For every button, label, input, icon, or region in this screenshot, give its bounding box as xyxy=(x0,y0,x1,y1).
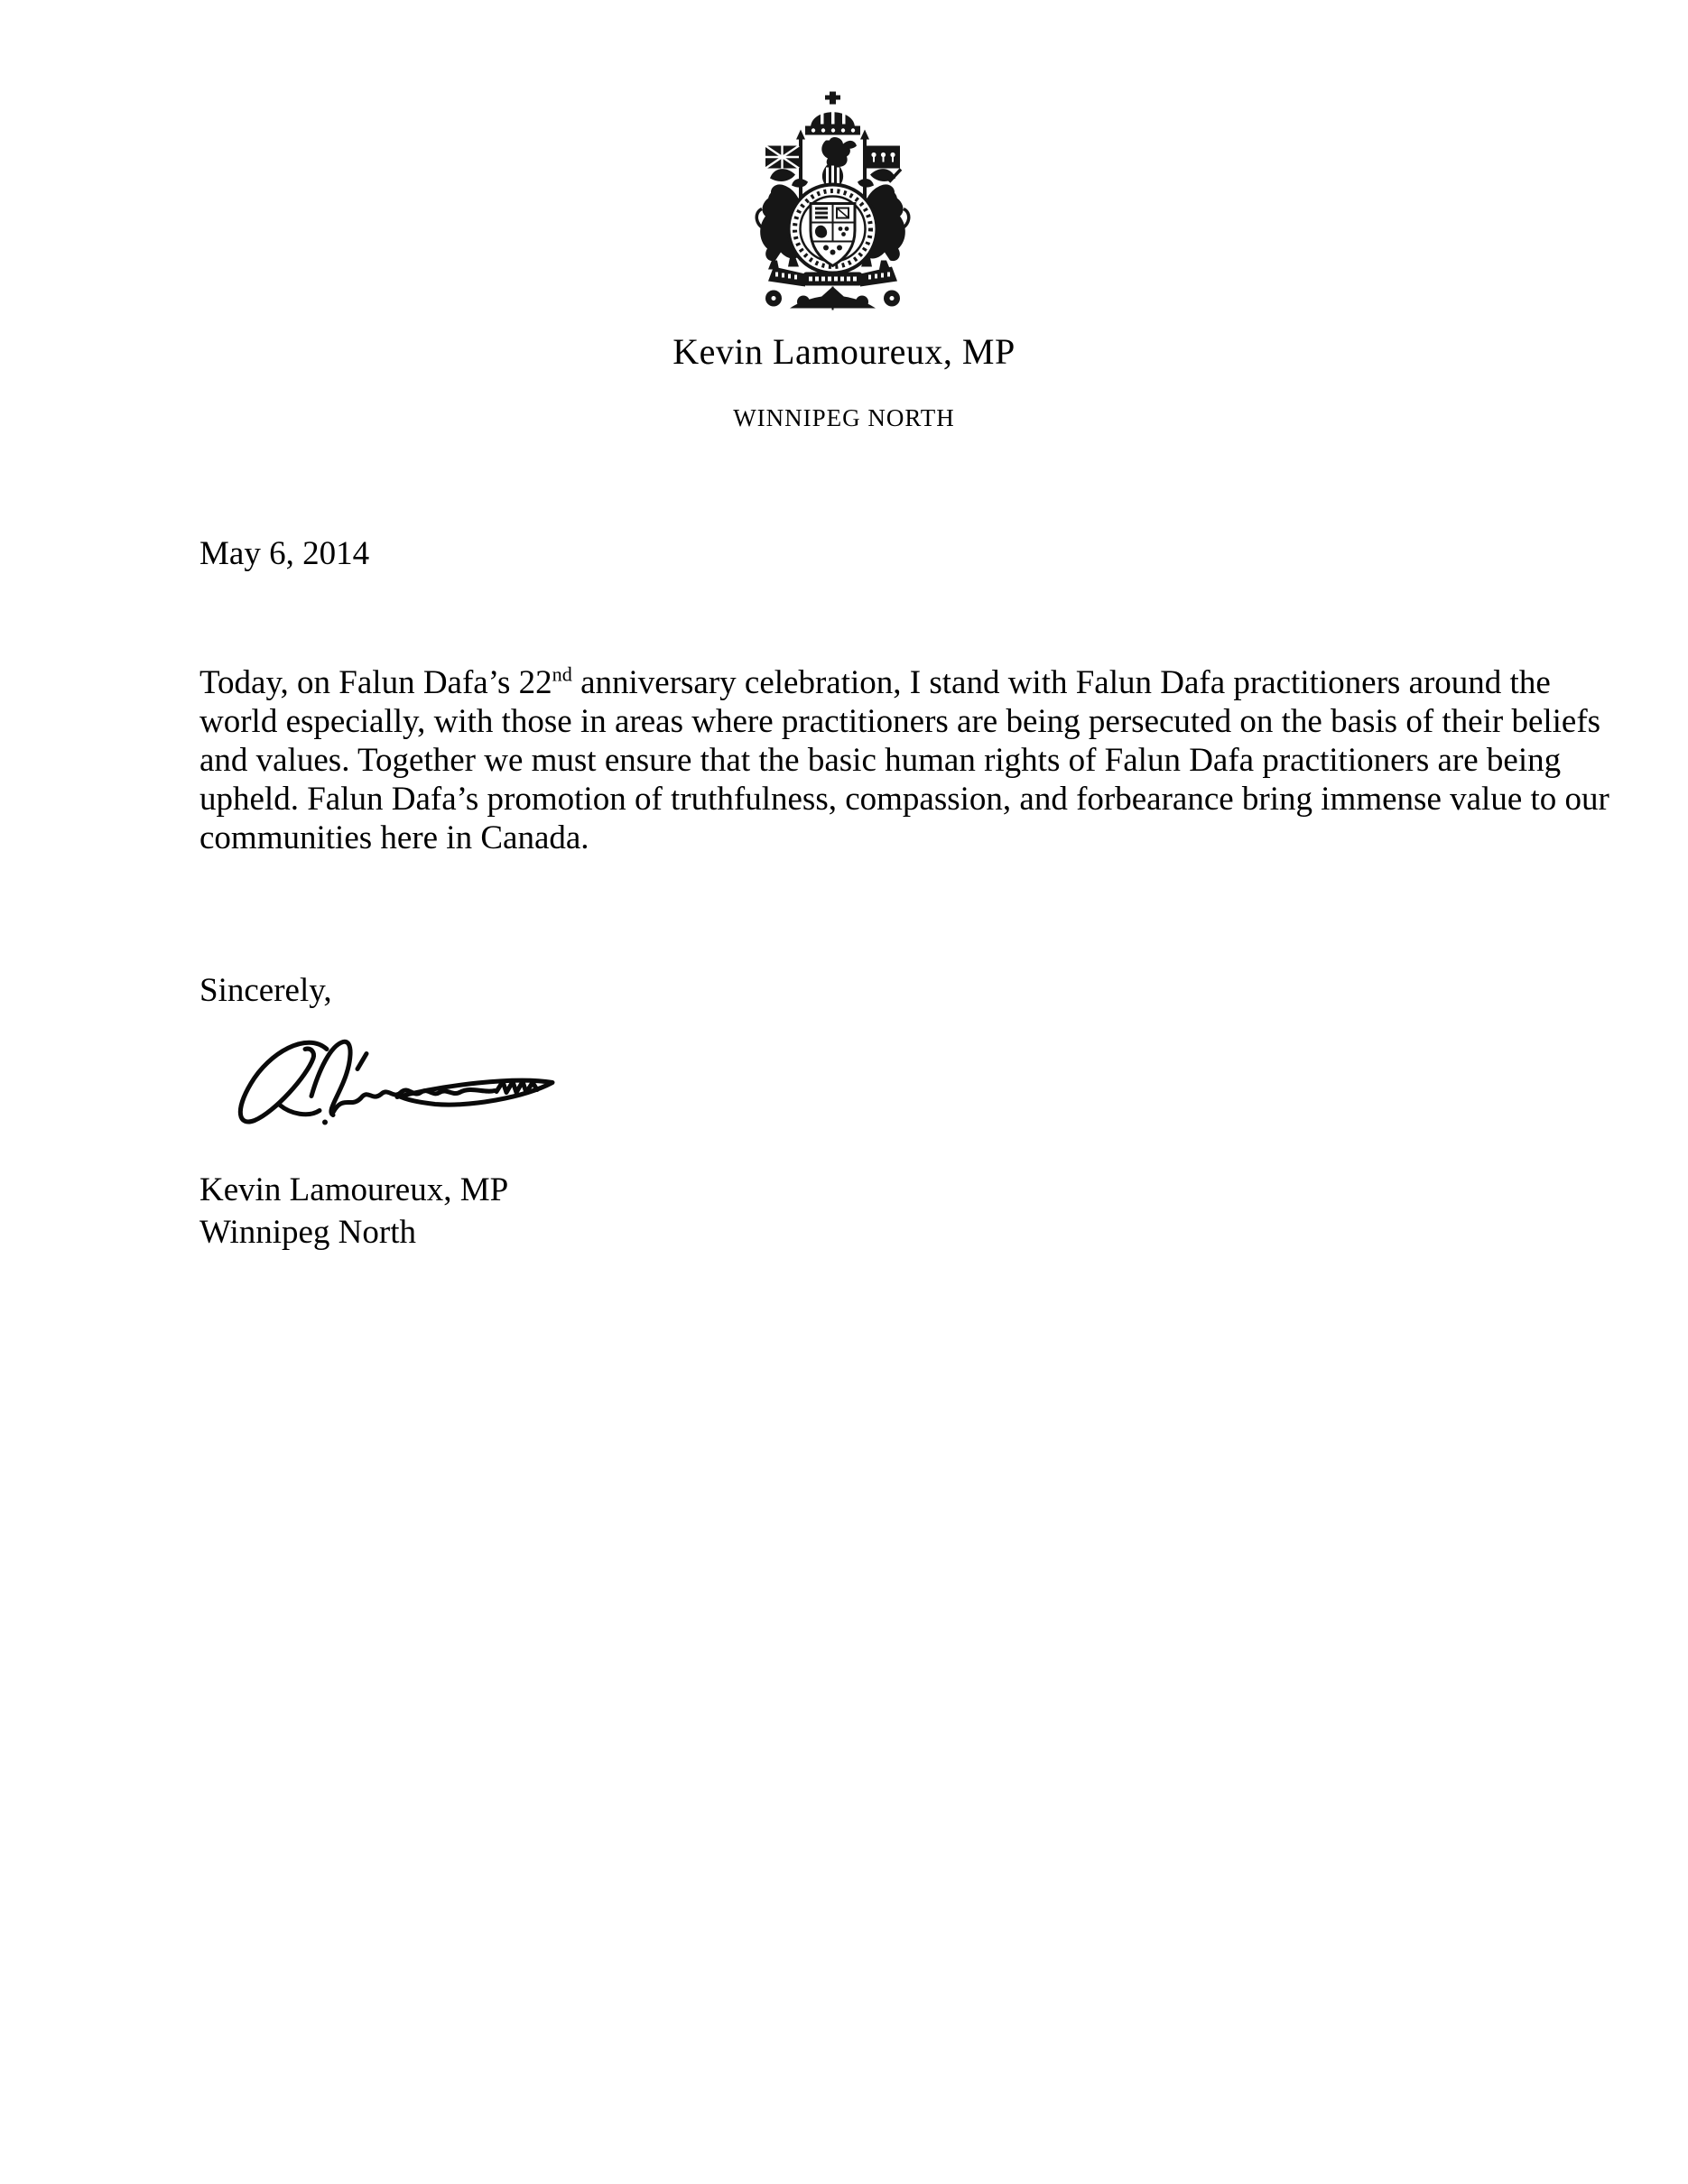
letter-date: May 6, 2014 xyxy=(199,535,370,572)
letter-body xyxy=(199,663,1609,857)
closing-riding: Winnipeg North xyxy=(199,1214,416,1251)
coat-of-arms-emblem-icon xyxy=(754,90,912,314)
signature-image xyxy=(226,1029,569,1133)
body-line-3: and values. Together we must ensure that the basic human rights of Falun Dafa practitioners are being xyxy=(199,742,1562,779)
letterhead-riding: WINNIPEG NORTH xyxy=(733,404,955,431)
body-line-2: world especially, with those in areas where practitioners are being persecuted on the basis of their beliefs xyxy=(199,703,1601,740)
closing-name: Kevin Lamoureux, MP xyxy=(199,1171,509,1208)
body-line-5: communities here in Canada. xyxy=(199,819,589,856)
closing-salutation: Sincerely, xyxy=(199,972,332,1009)
body-line-1-rest: anniversary celebration, I stand with Falun Dafa practitioners around the xyxy=(571,664,1551,701)
body-line-1 xyxy=(199,663,1609,702)
body-line-4: upheld. Falun Dafa’s promotion of truthfulness, compassion, and forbearance bring immense value to our xyxy=(199,781,1609,818)
ordinal-suffix: nd xyxy=(552,662,572,686)
letterhead-name: Kevin Lamoureux, MP xyxy=(672,331,1016,372)
body-line-1-text: Today, on Falun Dafa’s 22 xyxy=(199,664,552,701)
